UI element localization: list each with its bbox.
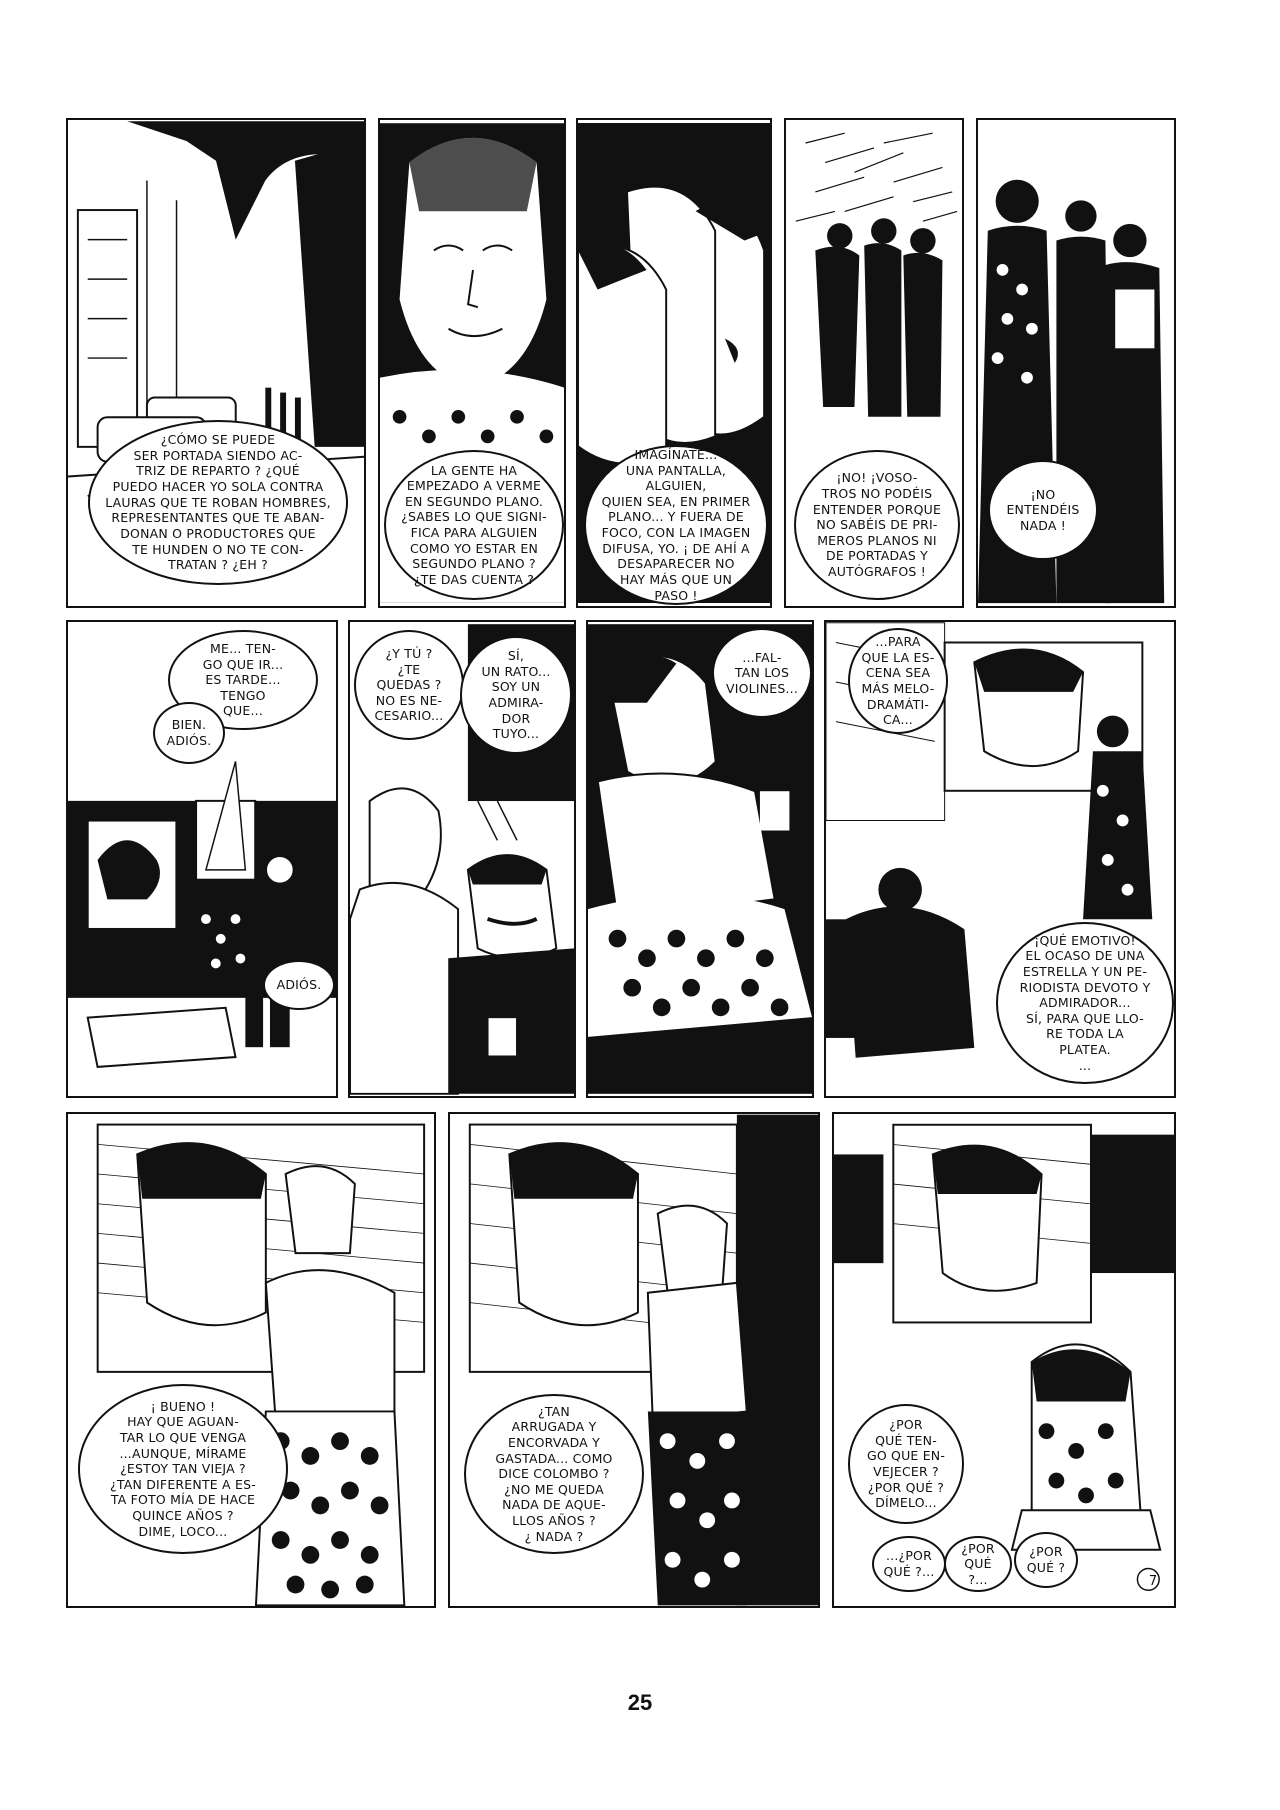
- panel-group-standing: [976, 118, 1176, 608]
- speech-text: ME... TEN- GO QUE IR... ES TARDE... TENGO QUE...: [202, 640, 284, 719]
- speech-text: ¿TAN ARRUGADA Y ENCORVADA Y GASTADA... COMO DICE COLOMBO ? ¿NO ME QUEDA NADA DE AQUE- LLOS AÑOS ? ¿ NADA ?: [495, 1403, 613, 1544]
- panel-woman-sitting: [586, 620, 814, 1098]
- speech-bubble: [263, 960, 335, 1010]
- panel-woman-crouching: [832, 1112, 1176, 1608]
- panel-woman-crying: [378, 118, 566, 608]
- panel-street: [66, 118, 366, 608]
- speech-text: ¿POR QUÉ TEN- GO QUE EN- VEJECER ? ¿POR QUÉ ? DÍMELO...: [866, 1417, 946, 1511]
- speech-text: ...PARA QUE LA ES- CENA SEA MÁS MELO- DRAMÁTI- CA...: [861, 634, 935, 728]
- speech-bubble: [464, 1394, 644, 1554]
- speech-bubble: [1014, 1532, 1078, 1588]
- speech-text: ¿CÓMO SE PUEDE SER PORTADA SIENDO AC- TRIZ DE REPARTO ? ¿QUÉ PUEDO HACER YO SOLA CONTRA LAURAS QUE TE ROBAN HOMBRES, REPRESENTANTES QUE TE ABAN- DONAN O PRODUCTORES QUE TE HUNDEN O NO TE CON- TRATAN ? ¿EH ?: [105, 432, 331, 573]
- speech-bubble: [794, 450, 960, 600]
- speech-bubble: [88, 420, 348, 585]
- speech-bubble: [996, 922, 1174, 1084]
- speech-bubble: [153, 702, 225, 764]
- speech-text: BIEN. ADIÓS.: [166, 717, 212, 748]
- speech-bubble: [944, 1536, 1012, 1592]
- speech-text: ¿POR QUÉ ?: [1026, 1544, 1066, 1575]
- panel-silhouettes: [784, 118, 964, 608]
- panel-number-mark: 7: [1148, 1574, 1158, 1589]
- speech-text: ADIÓS.: [276, 977, 322, 993]
- speech-text: ¡NO! ¡VOSO- TROS NO PODÉIS ENTENDER PORQUE NO SABÉIS DE PRI- MEROS PLANOS NI DE PORTADAS Y AUTÓGRAFOS !: [812, 470, 942, 580]
- speech-bubble: [712, 628, 812, 718]
- woman-crouching-art: [834, 1114, 1174, 1606]
- panel-three-faces: [576, 118, 772, 608]
- panel-couple-talk: [348, 620, 576, 1098]
- speech-text: ...FAL- TAN LOS VIOLINES...: [725, 649, 799, 696]
- speech-bubble: [384, 450, 564, 600]
- speech-bubble: [78, 1384, 288, 1554]
- speech-text: ¿Y TÚ ? ¿TE QUEDAS ? NO ES NE- CESARIO...: [374, 645, 444, 724]
- speech-text: ¡ BUENO ! HAY QUE AGUAN- TAR LO QUE VENGA ...AUNQUE, MÍRAME ¿ESTOY TAN VIEJA ? ¿TAN DIFERENTE A ES- TA FOTO MÍA DE HACE QUINCE AÑOS ? DIME, LOCO...: [110, 1398, 256, 1539]
- speech-bubble: [460, 636, 572, 754]
- panel-living-room: [66, 620, 338, 1098]
- page-number: 25: [627, 1690, 653, 1715]
- speech-bubble: [872, 1536, 946, 1592]
- speech-bubble: [354, 630, 464, 740]
- panel-man-crouching: [824, 620, 1176, 1098]
- panel-woman-photo-1: [66, 1112, 436, 1608]
- speech-text: ¡QUÉ EMOTIVO! EL OCASO DE UNA ESTRELLA Y UN PE- RIODISTA DEVOTO Y ADMIRADOR... SÍ, PARA QUE LLO- RE TODA LA PLATEA. ...: [1019, 932, 1151, 1073]
- speech-bubble: [584, 445, 768, 605]
- speech-bubble: [848, 1404, 964, 1524]
- panel-woman-photo-2: [448, 1112, 820, 1608]
- speech-text: ¿POR QUÉ ?...: [961, 1540, 995, 1587]
- speech-text: ¡NO ENTENDÉIS NADA !: [1006, 486, 1080, 533]
- speech-bubble: [848, 628, 948, 734]
- speech-text: IMAGÍNATE... UNA PANTALLA, ALGUIEN, QUIEN SEA, EN PRIMER PLANO... Y FUERA DE FOCO, CON LA IMAGEN DIFUSA, YO. ¡ DE AHÍ A DESAPARECER NO HAY MÁS QUE UN PASO !: [601, 446, 751, 603]
- speech-text: LA GENTE HA EMPEZADO A VERME EN SEGUNDO PLANO. ¿SABES LO QUE SIGNI- FICA PARA ALGUIEN COMO YO ESTAR EN SEGUNDO PLANO ? ¿TE DAS CUENTA ?: [401, 462, 547, 587]
- speech-bubble: [988, 460, 1098, 560]
- speech-text: ...¿POR QUÉ ?...: [883, 1548, 935, 1579]
- speech-text: SÍ, UN RATO... SOY UN ADMIRA- DOR TUYO...: [481, 648, 551, 742]
